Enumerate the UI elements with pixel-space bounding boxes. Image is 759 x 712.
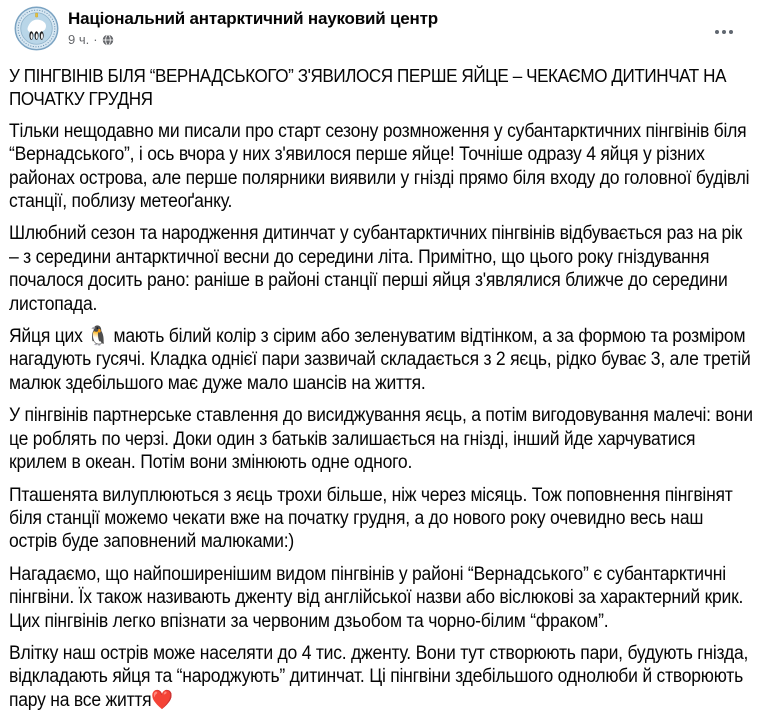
post-text (9, 64, 753, 712)
post-paragraph-3: Яйця цих 🐧 мають білий колір з сірим або зеленуватим відтінком, а за формою та розміром нагадують гусячі. Кладка однієї пари зазвичай складається з 2 яєць, рідко буває 3, але третій малюк здебільшого має дуже мало шансів на життя. (9, 326, 751, 394)
post-paragraph-1: Тільки нещодавно ми писали про старт сезону розмноження у субантарктичних пінгвінів біля “Вернадського”, і ось вчора у них з'явилося перше яйце! Точніше одразу 4 яйця у різних районах острова, але перше полярники виявили у гнізді прямо біля входу до головної будівлі станції, поблизу метеоґанку. (9, 120, 750, 213)
post-header (0, 0, 759, 51)
post-paragraph-6: Нагадаємо, що найпоширенішим видом пінгвінів у районі “Вернадського” є субантарктичні пінгвіни. Їх також називають дженту від англійської назви або віслюкові за характерний крик. Цих пінгвінів легко впізнати за червоним дзьобом та чорно-білим “фраком”. (9, 563, 744, 632)
ellipsis-dot (715, 30, 719, 34)
post-paragraph-4: У пінгвінів партнерське ставлення до висиджування яєць, а потім вигодовування малечі: вони це роблять по черзі. Доки один з батьків залишається на гнізді, інший йде харчуватися крилем в океан. Потім вони змінюють одне одного. (9, 405, 753, 474)
meta-separator: · (93, 32, 98, 47)
ellipsis-dot (729, 30, 733, 34)
avatar[interactable] (14, 6, 59, 51)
post-paragraph-5: Пташенята вилуплюються з яєць трохи більше, ніж через місяць. Тож поповнення пінгвінят біля станції можемо чекати вже на початку грудня, а до нового року очевидно весь наш острів буде заповнений малюками:) (9, 484, 733, 553)
post-paragraph-7: Влітку наш острів може населяти до 4 тис. дженту. Вони тут створюють пари, будують гнізда, відкладають яйця та “народжують” дитинчат. Ці пінгвіни здебільшого однолюби й створюють пару на все життя❤️ (9, 642, 749, 711)
page-name-link[interactable]: Національний антарктичний науковий центр (68, 9, 438, 28)
timestamp-link[interactable]: 9 ч. (68, 32, 90, 47)
post-options-button[interactable] (711, 22, 737, 42)
post-meta (68, 32, 438, 48)
ellipsis-dot (722, 30, 726, 34)
post-paragraph-2: Шлюбний сезон та народження дитинчат у субантарктичних пінгвінів відбувається раз на рік – з середини антарктичної весни до середини літа. Примітно, що цього року гніздування почалося досить рано: раніше в районі станції перші яйця з'являлися ближче до середини листопада. (9, 223, 743, 315)
antarctic-center-logo-icon (14, 6, 59, 51)
post-headline: У ПІНГВІНІВ БІЛЯ “ВЕРНАДСЬКОГО” З'ЯВИЛОСЯ ПЕРШЕ ЯЙЦЕ – ЧЕКАЄМО ДИТИНЧАТ НА ПОЧАТКУ ГРУДНЯ (9, 65, 727, 110)
post-header-text (68, 6, 438, 48)
globe-public-icon (102, 34, 114, 46)
post-body (0, 51, 759, 712)
